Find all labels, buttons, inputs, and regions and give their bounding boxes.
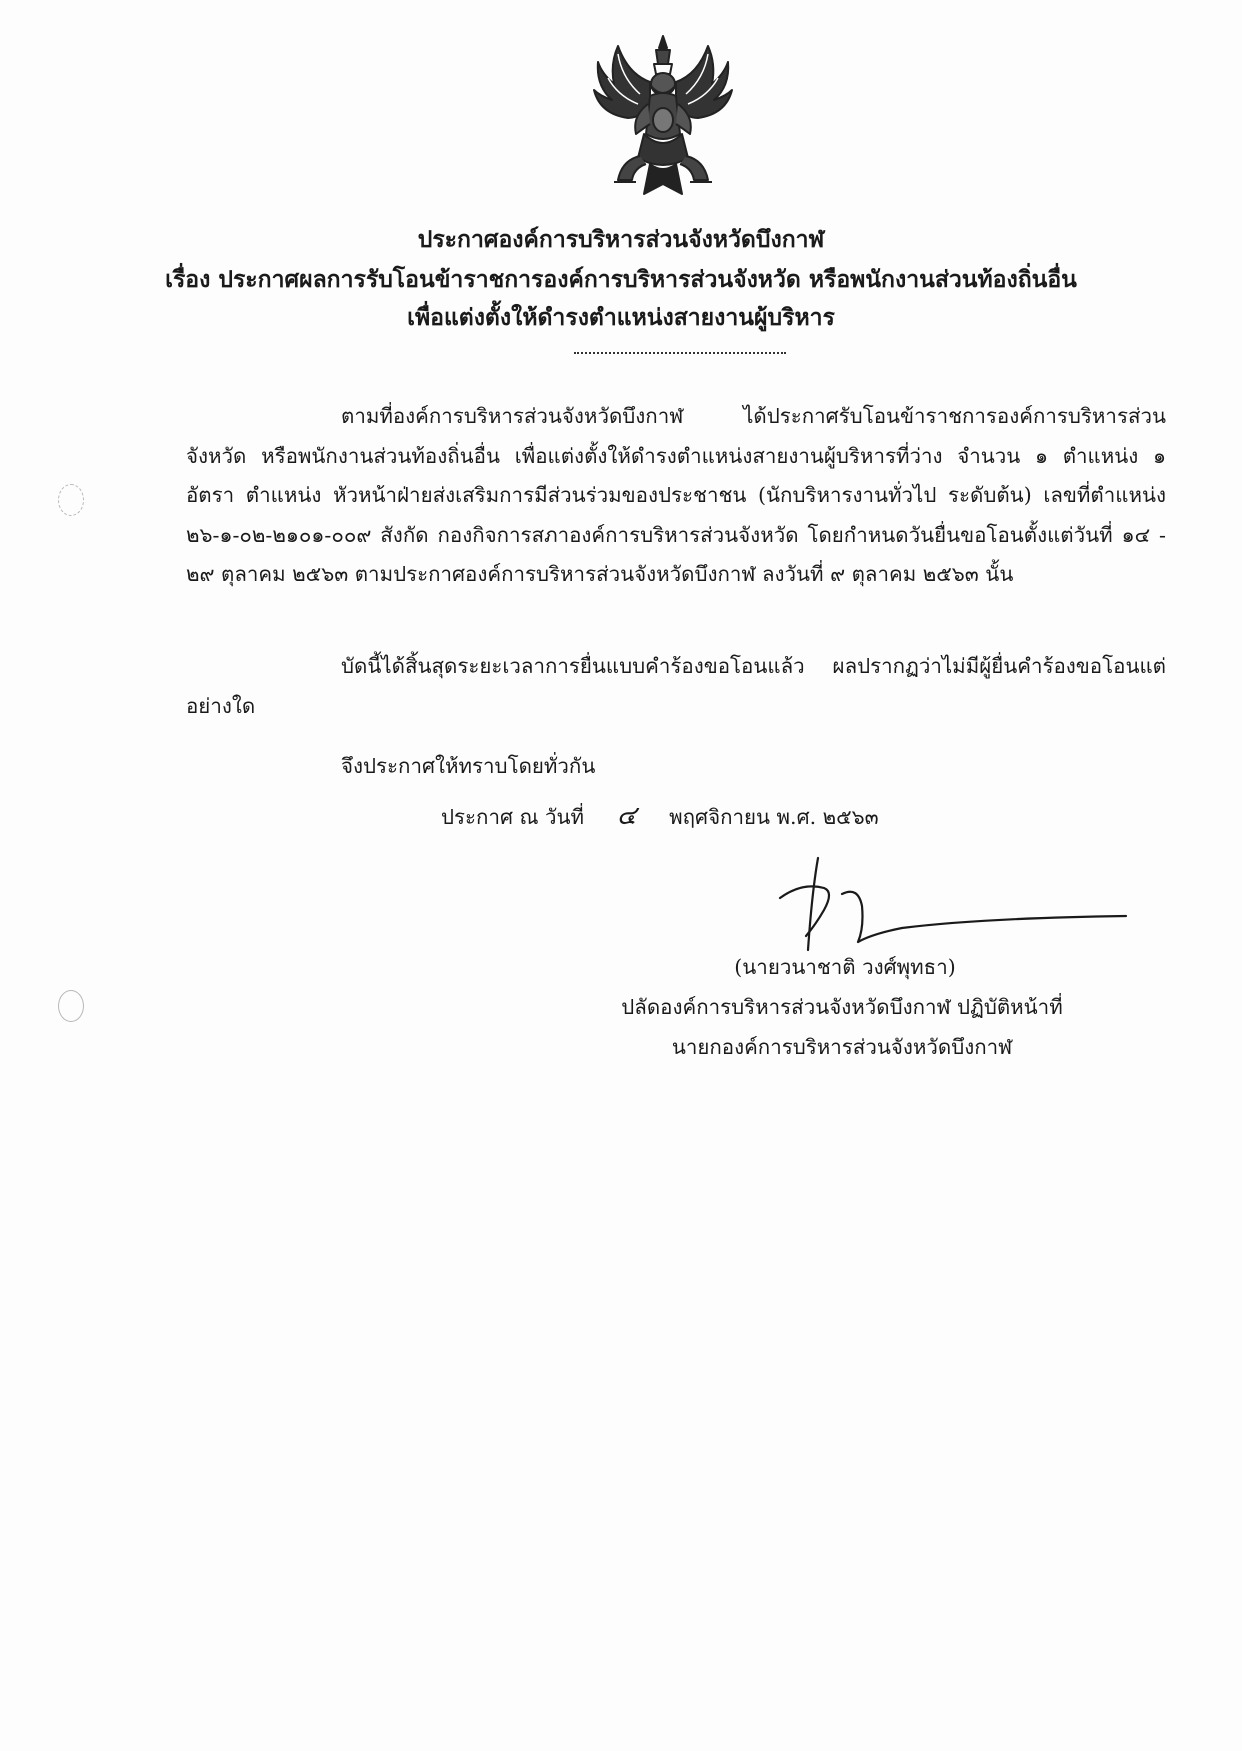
body-paragraph-2: บัดนี้ได้สิ้นสุดระยะเวลาการยื่นแบบคำร้องขอโอนแล้ว ผลปรากฏว่าไม่มีผู้ยื่นคำร้องขอโอนแต่อย่างใด [186,654,1166,718]
signer-name: (นายวนาชาติ วงศ์พุทธา) [734,955,956,979]
announcement-subject-continued: เพื่อแต่งตั้งให้ดำรงตำแหน่งสายงานผู้บริหาร [407,304,835,331]
date-prefix: ประกาศ ณ วันที่ [441,805,585,829]
punch-hole-top [58,484,84,516]
body-paragraph-3: จึงประกาศให้ทราบโดยทั่วกัน [341,754,596,778]
date-suffix: พฤศจิกายน พ.ศ. ๒๕๖๓ [669,805,879,829]
signer-position-1: ปลัดองค์การบริหารส่วนจังหวัดบึงกาฬ ปฏิบัติหน้าที่ [621,995,1063,1019]
handwritten-signature [762,852,1132,954]
header-separator [574,352,786,354]
garuda-emblem-icon [588,34,738,204]
announcement-date [441,797,1141,838]
date-day-handwritten: ๔ [616,801,637,831]
signer-position-2: นายกองค์การบริหารส่วนจังหวัดบึงกาฬ [671,1035,1013,1059]
announcement-title: ประกาศองค์การบริหารส่วนจังหวัดบึงกาฬ [417,226,825,253]
punch-hole-bottom [58,990,84,1022]
body-paragraph-1: ตามที่องค์การบริหารส่วนจังหวัดบึงกาฬ ได้ประกาศรับโอนข้าราชการองค์การบริหารส่วนจังหวัด หรือพนักงานส่วนท้องถิ่นอื่น เพื่อแต่งตั้งให้ดำรงตำแหน่งสายงานผู้บริหารที่ว่าง จำนวน ๑ ตำแหน่ง ๑ อัตรา ตำแหน่ง หัวหน้าฝ่ายส่งเสริมการมีส่วนร่วมของประชาชน (นักบริหารงานทั่วไป ระดับต้น) เลขที่ตำแหน่ง ๒๖-๑-๐๒-๒๑๐๑-๐๐๙ สังกัด กองกิจการสภาองค์การบริหารส่วนจังหวัด โดยกำหนดวันยื่นขอโอนตั้งแต่วันที่ ๑๔ - ๒๙ ตุลาคม ๒๕๖๓ ตามประกาศองค์การบริหารส่วนจังหวัดบึงกาฬ ลงวันที่ ๙ ตุลาคม ๒๕๖๓ นั้น [186,404,1166,586]
announcement-subject: เรื่อง ประกาศผลการรับโอนข้าราชการองค์การบริหารส่วนจังหวัด หรือพนักงานส่วนท้องถิ่นอื่น [165,266,1077,293]
